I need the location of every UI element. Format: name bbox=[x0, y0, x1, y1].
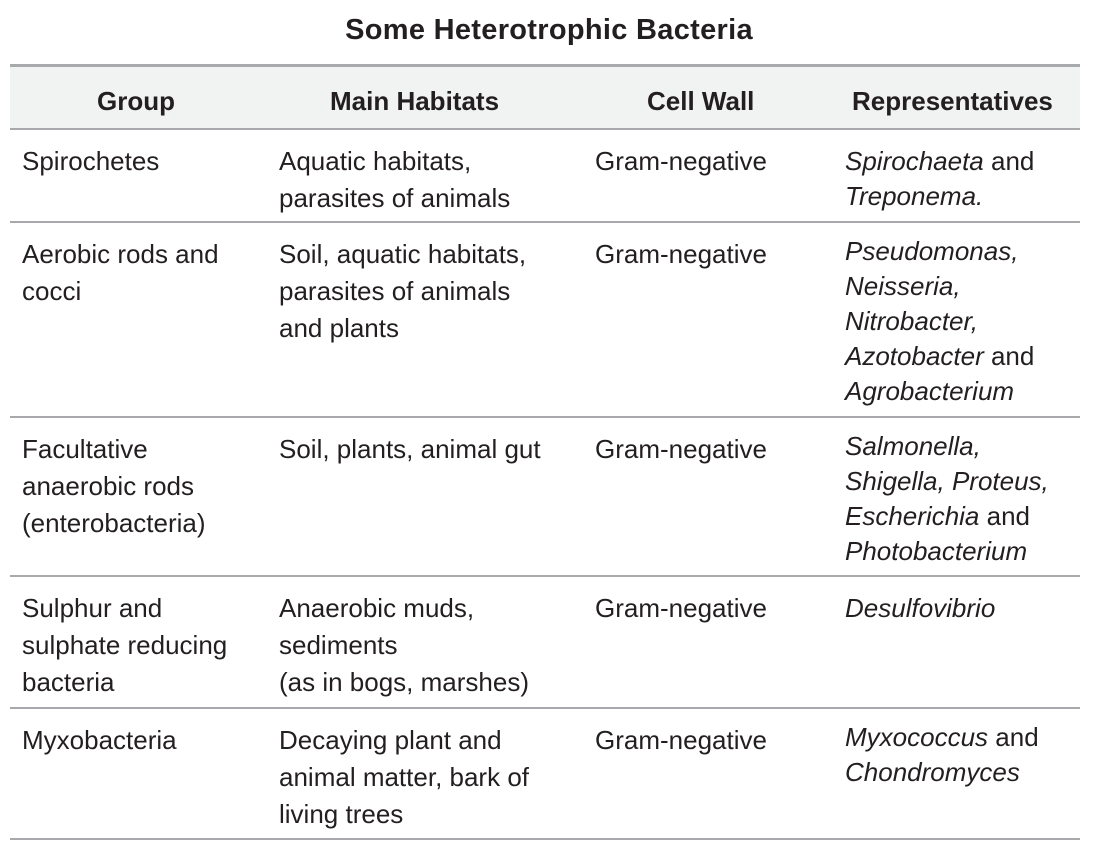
group-cell bbox=[22, 590, 262, 701]
habitats-cell-line: sediments bbox=[279, 630, 398, 660]
cell-wall-cell: Gram-negative bbox=[595, 725, 767, 755]
genus-name: Pseudomonas, bbox=[845, 236, 1019, 266]
representatives-line bbox=[845, 304, 1080, 339]
genus-name: Shigella, Proteus, bbox=[845, 466, 1049, 496]
table-header bbox=[10, 64, 1080, 130]
group-cell bbox=[22, 722, 262, 759]
habitats-cell bbox=[279, 143, 579, 217]
representatives-line bbox=[845, 269, 1080, 304]
cell-wall-cell: Gram-negative bbox=[595, 146, 767, 176]
genus-name: Salmonella, bbox=[845, 431, 981, 461]
header-cell-wall: Cell Wall bbox=[647, 86, 755, 116]
representatives-cell bbox=[845, 720, 1080, 790]
genus-name: Photobacterium bbox=[845, 536, 1028, 566]
table-row bbox=[10, 418, 1080, 577]
header-representatives: Representatives bbox=[852, 86, 1053, 116]
genus-name: Treponema. bbox=[845, 181, 984, 211]
table-row bbox=[10, 130, 1080, 223]
table-body bbox=[10, 130, 1080, 840]
table-title: Some Heterotrophic Bacteria bbox=[345, 14, 753, 46]
group-cell bbox=[22, 143, 262, 180]
cell-wall-cell: Gram-negative bbox=[595, 593, 767, 623]
representatives-line bbox=[845, 179, 1080, 214]
habitats-cell-line: Aquatic habitats, bbox=[279, 146, 472, 176]
table-row bbox=[10, 709, 1080, 840]
table-row bbox=[10, 577, 1080, 709]
representatives-cell bbox=[845, 144, 1080, 214]
conjunction: and bbox=[979, 501, 1031, 531]
habitats-cell bbox=[279, 236, 579, 347]
representatives-line bbox=[845, 755, 1080, 790]
cell-wall-cell: Gram-negative bbox=[595, 434, 767, 464]
table-row bbox=[10, 223, 1080, 418]
habitats-cell-line: Soil, plants, animal gut bbox=[279, 434, 541, 464]
group-cell-line: Aerobic rods and bbox=[22, 239, 219, 269]
genus-name: Neisseria, bbox=[845, 271, 961, 301]
genus-name: Azotobacter bbox=[845, 341, 984, 371]
group-cell-line: sulphate reducing bbox=[22, 630, 228, 660]
group-cell-line: Sulphur and bbox=[22, 593, 163, 623]
genus-name: Escherichia bbox=[845, 501, 980, 531]
representatives-line bbox=[845, 591, 1080, 626]
representatives-line bbox=[845, 534, 1080, 569]
habitats-cell-line: parasites of animals bbox=[279, 183, 511, 213]
representatives-line bbox=[845, 464, 1080, 499]
representatives-line bbox=[845, 144, 1080, 179]
group-cell-line: (enterobacteria) bbox=[22, 508, 206, 538]
group-cell bbox=[22, 236, 262, 310]
habitats-cell-line: Anaerobic muds, bbox=[279, 593, 475, 623]
group-cell-line: Spirochetes bbox=[22, 146, 160, 176]
habitats-cell-line: (as in bogs, marshes) bbox=[279, 667, 529, 697]
genus-name: Chondromyces bbox=[845, 757, 1020, 787]
habitats-cell bbox=[279, 431, 579, 468]
representatives-line bbox=[845, 374, 1080, 409]
group-cell bbox=[22, 431, 262, 542]
header-group: Group bbox=[97, 86, 175, 116]
genus-name: Desulfovibrio bbox=[845, 593, 996, 623]
representatives-line bbox=[845, 339, 1080, 374]
header-main-habitats: Main Habitats bbox=[330, 86, 500, 116]
group-cell-line: bacteria bbox=[22, 667, 115, 697]
representatives-cell bbox=[845, 234, 1080, 409]
genus-name: Myxococcus bbox=[845, 722, 989, 752]
representatives-line bbox=[845, 429, 1080, 464]
habitats-cell bbox=[279, 590, 579, 701]
group-cell-line: anaerobic rods bbox=[22, 471, 194, 501]
group-cell-line: cocci bbox=[22, 276, 82, 306]
genus-name: Nitrobacter, bbox=[845, 306, 978, 336]
conjunction: and bbox=[988, 722, 1039, 752]
conjunction: and bbox=[983, 146, 1035, 176]
genus-name: Spirochaeta bbox=[845, 146, 984, 176]
group-cell-line: Myxobacteria bbox=[22, 725, 177, 755]
cell-wall-cell: Gram-negative bbox=[595, 239, 767, 269]
habitats-cell-line: and plants bbox=[279, 313, 399, 343]
conjunction: and bbox=[983, 341, 1035, 371]
habitats-cell-line: parasites of animals bbox=[279, 276, 511, 306]
habitats-cell-line: Decaying plant and bbox=[279, 725, 502, 755]
genus-name: Agrobacterium bbox=[845, 376, 1015, 406]
habitats-cell bbox=[279, 722, 579, 833]
representatives-line bbox=[845, 720, 1080, 755]
representatives-cell bbox=[845, 429, 1080, 569]
habitats-cell-line: living trees bbox=[279, 799, 404, 829]
group-cell-line: Facultative bbox=[22, 434, 148, 464]
representatives-line bbox=[845, 499, 1080, 534]
representatives-line bbox=[845, 234, 1080, 269]
representatives-cell bbox=[845, 591, 1080, 626]
habitats-cell-line: animal matter, bark of bbox=[279, 762, 529, 792]
habitats-cell-line: Soil, aquatic habitats, bbox=[279, 239, 527, 269]
bacteria-table bbox=[10, 64, 1080, 840]
